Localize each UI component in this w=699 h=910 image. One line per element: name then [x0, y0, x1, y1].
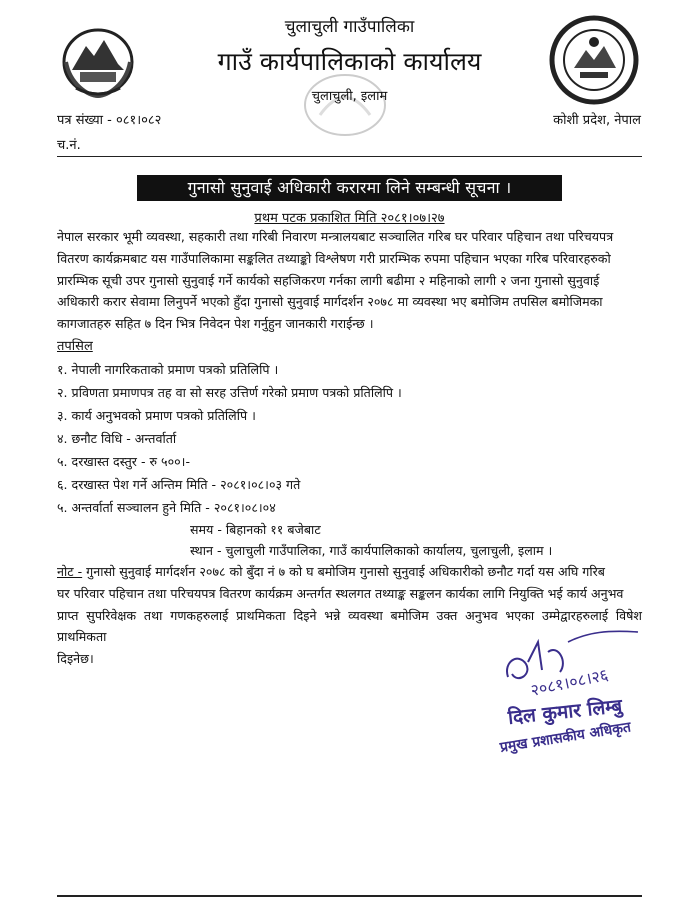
footer-divider	[57, 895, 642, 897]
note-label: नोट -	[57, 564, 83, 579]
list-item: ६. दरखास्त पेश गर्ने अन्तिम मिति - २०८१।०८।०३ गते	[57, 477, 301, 492]
list-item: ३. कार्य अनुभवको प्रमाण पत्रको प्रतिलिपि ।	[57, 408, 256, 423]
list-item: ४. छनौट विधि - अन्तर्वार्ता	[57, 431, 177, 446]
note-line: दिइनेछ।	[57, 651, 94, 667]
dispatch-number: च.नं.	[57, 138, 81, 153]
watermark-stamp-icon	[300, 70, 390, 140]
list-item: ५. अन्तर्वार्ता सञ्चालन हुने मिति - २०८१।०८।०४	[57, 500, 276, 515]
office-location: चुलाचुली, इलाम	[311, 89, 388, 104]
body-line: नेपाल सरकार भूमी व्यवस्था, सहकारी तथा गरिबी निवारण मन्त्रालयबाट सञ्चालित गरिब घर परिवार पहिचान तथा परिचयपत्र	[57, 229, 614, 244]
interview-time: समय - बिहानको ११ बजेबाट	[190, 522, 321, 537]
header-divider	[57, 156, 642, 157]
body-line: प्रारम्भिक सूची उपर गुनासो सुनुवाई गर्ने कार्यको सहजिकरण गर्नका लागी बढीमा २ महिनाको लागी २ जना गुनासो सुनुवाई	[57, 272, 600, 288]
signatory-name: दिल कुमार लिम्बु	[506, 695, 624, 729]
note-line: घर परिवार पहिचान तथा परिचयपत्र वितरण कार्यक्रम अन्तर्गत स्थलगत तथ्याङ्क सङ्कलन कार्यका लागि नियुक्ति भई कार्य अनुभव	[57, 585, 624, 601]
province-label: कोशी प्रदेश, नेपाल	[553, 113, 641, 128]
handwritten-signature	[498, 622, 648, 702]
body-line: कागजातहरु सहित ७ दिन भित्र निवेदन पेश गर्नुहुन जानकारी गराईन्छ ।	[57, 316, 374, 332]
note-line: प्राप्त सुपरिवेक्षक तथा गणकहरुलाई प्राथमिकता दिइने भन्ने व्यवस्था बमोजिम उक्त अनुभव भएका उम्मेद्वारहरुलाई विषेश प्राथमिकता	[57, 607, 642, 645]
notice-body	[57, 226, 642, 335]
notice-title: गुनासो सुनुवाई अधिकारी करारमा लिने सम्बन्धी सूचना ।	[137, 175, 562, 201]
list-item: २. प्रविणता प्रमाणपत्र तह वा सो सरह उत्तिर्ण गरेको प्रमाण पत्रको प्रतिलिपि ।	[57, 385, 402, 400]
publication-date: प्रथम पटक प्रकाशित मिति २०८१।०७।२७	[254, 211, 445, 226]
note-line	[57, 561, 642, 583]
schedule-heading: तपसिल	[57, 339, 93, 354]
body-line: अधिकारी करार सेवामा लिनुपर्ने भएको हुँदा गुनासो सुनुवाई मार्गदर्शन २०७८ मा व्यवस्था भए बमोजिम तपसिल बमोजिमका	[57, 294, 603, 310]
municipality-name: चुलाचुली गाउँपालिका	[284, 17, 415, 37]
signatory-title: प्रमुख प्रशासकीय अधिकृत	[498, 719, 632, 756]
list-item: ५. दरखास्त दस्तुर - रु ५००।-	[57, 454, 191, 469]
note-text: गुनासो सुनुवाई मार्गदर्शन २०७८ को बुँदा नं ७ को घ बमोजिम गुनासो सुनुवाई अधिकारीको छनौट गर्दा यस अघि गरिब	[82, 564, 605, 579]
reference-number: पत्र संख्या - ०८१।०८२	[57, 113, 162, 128]
body-line: वितरण कार्यक्रमबाट यस गाउँपालिकामा सङ्कलित तथ्याङ्को विश्लेषण गरी प्रारम्भिक रुपमा पहिचान भएका गरिब परिवारहरुको	[57, 250, 611, 266]
office-name: गाउँ कार्यपालिकाको कार्यालय	[217, 47, 482, 76]
signature-date: २०८१।०८।२६	[528, 664, 610, 700]
interview-place: स्थान - चुलाचुली गाउँपालिका, गाउँ कार्यपालिकाको कार्यालय, चुलाचुली, इलाम ।	[190, 543, 553, 558]
list-item: १. नेपाली नागरिकताको प्रमाण पत्रको प्रतिलिपि ।	[57, 362, 279, 377]
